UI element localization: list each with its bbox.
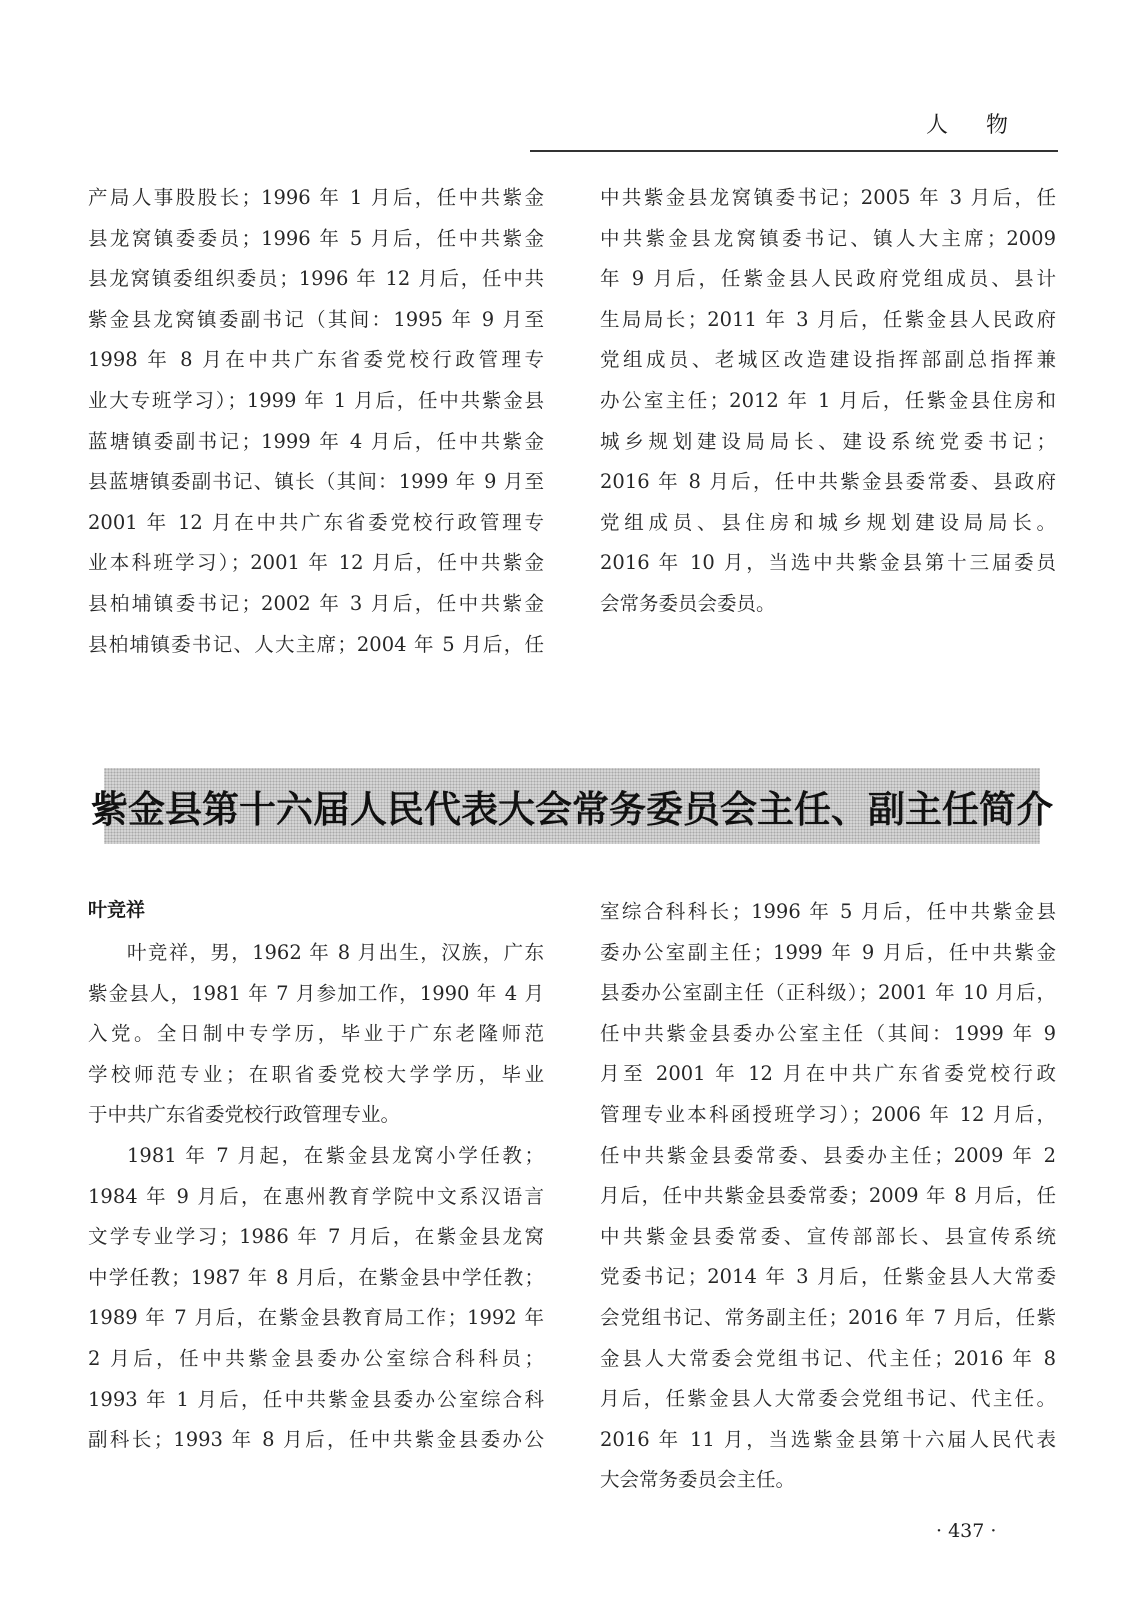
text-line: 城乡规划建设局局长、建设系统党委书记；: [600, 429, 1056, 453]
text-line: 紫金县龙窝镇委副书记（其间：1995 年 9 月至: [88, 307, 544, 331]
text-line: 文学专业学习；1986 年 7 月后，在紫金县龙窝: [88, 1225, 544, 1249]
text-line: 县柏埔镇委书记；2002 年 3 月后，任中共紫金: [88, 591, 544, 615]
page-number: · 437 ·: [936, 1520, 997, 1542]
person-name-heading: 叶竞祥: [88, 899, 146, 921]
text-line: 县蓝塘镇委副书记、镇长（其间：1999 年 9 月至: [88, 470, 544, 494]
text-line: 县柏埔镇委书记、人大主席；2004 年 5 月后，任: [88, 632, 544, 656]
text-line: 2016 年 8 月后，任中共紫金县委常委、县政府: [600, 470, 1056, 494]
text-line: 任中共紫金县委办公室主任（其间：1999 年 9: [600, 1021, 1056, 1045]
running-header-section: 人物: [926, 113, 1047, 138]
text-line: 中共紫金县龙窝镇委书记；2005 年 3 月后，任: [600, 186, 1056, 209]
profile-left-column: [88, 933, 544, 1461]
text-line: 2016 年 10 月，当选中共紫金县第十三届委员: [600, 551, 1056, 575]
text-line: 中共紫金县委常委、宣传部部长、县宣传系统: [600, 1224, 1056, 1248]
text-line: 县龙窝镇委委员；1996 年 5 月后，任中共紫金: [88, 226, 544, 250]
profile-right-column: [600, 892, 1056, 1501]
text-line: 年 9 月后，任紫金县人民政府党组成员、县计: [600, 267, 1056, 291]
text-line: 中学任教；1987 年 8 月后，在紫金县中学任教；: [88, 1265, 544, 1289]
top-article-right-column: [600, 178, 1056, 625]
text-line: 2016 年 11 月，当选紫金县第十六届人民代表: [600, 1427, 1056, 1451]
text-line: 1981 年 7 月起，在紫金县龙窝小学任教；: [127, 1143, 544, 1167]
text-line: 学校师范专业；在职省委党校大学学历，毕业: [88, 1062, 544, 1086]
text-line: 生局局长；2011 年 3 月后，任紫金县人民政府: [600, 307, 1056, 331]
text-line: 党组成员、老城区改造建设指挥部副总指挥兼: [600, 348, 1056, 372]
text-line: 叶竞祥，男，1962 年 8 月出生，汉族，广东: [127, 941, 544, 964]
text-line: 2 月后，任中共紫金县委办公室综合科科员；: [88, 1346, 544, 1370]
section-title: 紫金县第十六届人民代表大会常务委员会主任、副主任简介: [91, 788, 1053, 831]
header-rule: [530, 150, 1058, 152]
text-line: 1993 年 1 月后，任中共紫金县委办公室综合科: [88, 1387, 544, 1411]
text-line: 县委办公室副主任（正科级）；2001 年 10 月后，: [600, 981, 1056, 1005]
text-line: 1998 年 8 月在中共广东省委党校行政管理专: [88, 348, 544, 372]
text-line: 紫金县人，1981 年 7 月参加工作，1990 年 4 月: [88, 981, 544, 1005]
text-line: 入党。全日制中专学历，毕业于广东老隆师范: [88, 1022, 544, 1046]
text-line: 中共紫金县龙窝镇委书记、镇人大主席；2009: [600, 226, 1056, 250]
text-line: 党委书记；2014 年 3 月后，任紫金县人大常委: [600, 1265, 1056, 1289]
text-line: 月后，任中共紫金县委常委；2009 年 8 月后，任: [600, 1184, 1056, 1208]
text-line: 蓝塘镇委副书记；1999 年 4 月后，任中共紫金: [88, 429, 544, 453]
text-line: 月后，任紫金县人大常委会党组书记、代主任。: [600, 1387, 1056, 1411]
text-line: 于中共广东省委党校行政管理专业。: [88, 1103, 401, 1127]
text-line: 金县人大常委会党组书记、代主任；2016 年 8: [600, 1346, 1056, 1370]
text-line: 办公室主任；2012 年 1 月后，任紫金县住房和: [600, 388, 1056, 412]
text-line: 业本科班学习）；2001 年 12 月后，任中共紫金: [88, 551, 544, 575]
text-line: 月至 2001 年 12 月在中共广东省委党校行政: [600, 1062, 1056, 1086]
text-line: 管理专业本科函授班学习）；2006 年 12 月后，: [600, 1102, 1056, 1126]
text-line: 任中共紫金县委常委、县委办主任；2009 年 2: [600, 1143, 1056, 1167]
text-line: 产局人事股股长；1996 年 1 月后，任中共紫金: [88, 186, 544, 209]
text-line: 委办公室副主任；1999 年 9 月后，任中共紫金: [600, 940, 1056, 964]
text-line: 副科长；1993 年 8 月后，任中共紫金县委办公: [88, 1428, 544, 1452]
text-line: 大会常务委员会主任。: [600, 1468, 796, 1492]
text-line: 会党组书记、常务副主任；2016 年 7 月后，任紫: [600, 1305, 1056, 1329]
section-title-banner: [91, 768, 1053, 844]
text-line: 1989 年 7 月后，在紫金县教育局工作；1992 年: [88, 1306, 544, 1330]
text-line: 2001 年 12 月在中共广东省委党校行政管理专: [88, 510, 544, 534]
text-line: 党组成员、县住房和城乡规划建设局局长。: [600, 510, 1056, 534]
top-article-left-column: [88, 178, 544, 665]
text-line: 业大专班学习）；1999 年 1 月后，任中共紫金县: [88, 388, 544, 412]
text-line: 1984 年 9 月后，在惠州教育学院中文系汉语言: [88, 1184, 544, 1208]
text-line: 会常务委员会委员。: [600, 591, 776, 615]
text-line: 县龙窝镇委组织委员；1996 年 12 月后，任中共: [88, 267, 544, 291]
text-line: 室综合科科长；1996 年 5 月后，任中共紫金县: [600, 900, 1056, 923]
